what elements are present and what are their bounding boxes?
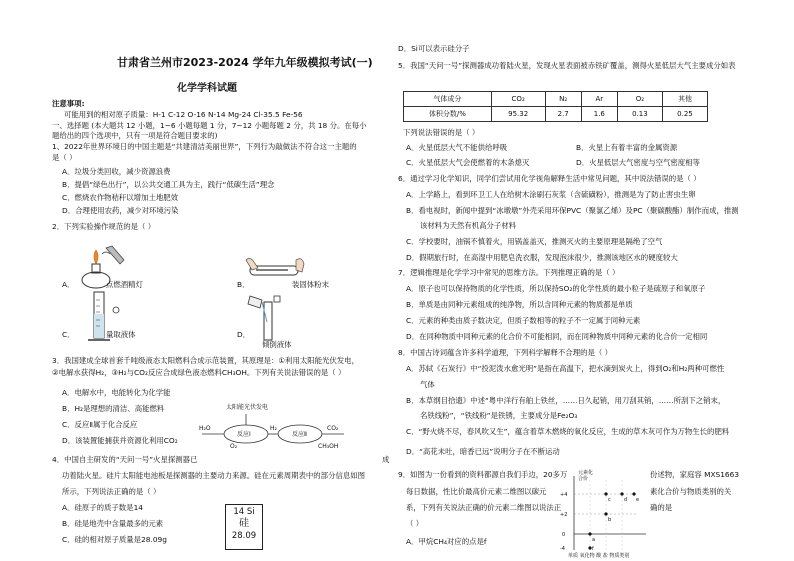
q2-option-a-label: 点燃酒精灯 (106, 280, 143, 289)
q5-option-b: B．火星上有着丰富的金属资源 (576, 143, 678, 152)
graph-ytick: +4 (560, 492, 568, 498)
table-cell: 体积分数/% (404, 107, 492, 122)
q8-stem: 8．中国古诗词蕴含许多科学道理，下列科学解释不合理的是（ ） (398, 348, 612, 357)
q7-option-d: D．在同种物质中同种元素的化合价不可能相同，而在同种物质中同种元素的化合价一定相同 (406, 332, 708, 341)
table-cell: O₂ (617, 92, 662, 107)
q4-stem-end: 成 (382, 455, 390, 464)
q8-option-a: A．苏轼《石炭行》中“投泥泼水愈光明”是指在高温下，把水滴到炭火上，得到O₂和H₂两种可燃性 (406, 364, 725, 373)
table-row (404, 107, 708, 122)
q7-option-c: C．元素的种类由质子数决定，但质子数相等的粒子不一定属于同种元素 (406, 316, 641, 325)
diagram-reaction-2: 反应Ⅱ (292, 431, 307, 438)
q4-stem: 4．中国自主研发的“天问一号”火星探测器已 (52, 455, 198, 464)
silicon-atomic-number: 14 (233, 507, 245, 517)
graph-ytick: -4 (560, 546, 565, 552)
diagram-o2-label: O₂ (230, 443, 238, 450)
silicon-element-cell (225, 504, 263, 550)
q2-option-b-label: 装固体粉末 (292, 280, 329, 289)
q2-option-d-label: 倾倒液体 (262, 340, 292, 349)
q1-stem: 1、2022年世界环境日的中国主题是“共建清洁美丽世界”，下列行为敲做法不符合这一主题的 (52, 142, 357, 151)
q6-option-b-cont: 该材料为天然有机高分子材料 (420, 221, 517, 230)
q9-stem: 9．如图为一份看到的资料都源自我们手边，20多万 (398, 470, 568, 479)
q2-option-d-letter: D． (237, 330, 251, 339)
q1-option-a: A．垃圾分类回收，减少资源浪费 (62, 167, 171, 176)
atmosphere-table (403, 91, 708, 122)
table-cell: 0.13 (617, 107, 662, 122)
table-cell: 95.32 (491, 107, 545, 122)
q8-option-b: B．本草纲目拾遗》中述“粤中洋行有舶上铁丝，……日久起销，用刀刮其销，……所刮下之销末， (406, 396, 726, 405)
diagram-co2-label: CO₂ (327, 425, 339, 432)
q1-option-b: B．提倡“绿色出行”，以公共交通工具为主，践行“低碳生活”理念 (62, 180, 275, 189)
diagram-solar-label: 太阳能光伏发电 (226, 404, 269, 411)
q5-stem: 5．我国“天问一号”探测器成功着陆火星，发现火星表面被赤铁矿覆盖，测得火星低层大气主要成分如表 (398, 61, 736, 70)
q6-option-c: C．学校要时，油锅不慎着火，用锅盖盖灭，推测灭火的主要原理是隔绝了空气 (406, 237, 663, 246)
diagram-ch3oh-label: CH₃OH (318, 443, 339, 450)
table-cell: N₂ (545, 92, 581, 107)
graph-xlabel: 单质 氧化物 酸 盐 物质类别 (568, 553, 630, 559)
table-cell: 2.7 (545, 107, 581, 122)
q3-option-b: B．H₂是理想的清洁、高能燃料 (62, 404, 165, 413)
q4-option-c: C．硅的相对原子质量是28.09g (62, 535, 167, 544)
q2-stem: 2．下列实验操作规范的是（ ） (52, 222, 156, 231)
table-header-row (404, 92, 708, 107)
graph-point-label: a (592, 537, 596, 543)
q9-answer-bracket: （ ） (406, 519, 424, 528)
q8-option-a-cont: 气体 (420, 380, 435, 389)
graph-point-label: f (592, 546, 594, 552)
graph-point-label: e (636, 497, 640, 503)
q3-option-a: A．电解水中，电能转化为化学能 (62, 388, 171, 397)
q9-stem-cont: 每日数据，性比价最高价元素二维图以碳元 (406, 487, 547, 496)
table-cell: CO₂ (491, 92, 545, 107)
q7-option-a: A．原子也可以保持物质的化学性质，所以保持SO₂的化学性质的最小粒子是硫原子和氧原子 (406, 284, 706, 293)
q9-stem-right-cont: 素化合价与物质类别的关 (650, 487, 732, 496)
graph-ylabel: 元素化 (578, 470, 594, 476)
q1-option-d: D．合理使用农药，减少对环境污染 (62, 206, 179, 215)
q4-stem-cont: 功着陆火星。硅片太阳能电池板是探测器的主要动力来源。硅在元素周期表中的部分信息如图 (62, 471, 366, 480)
table-cell: 0.25 (662, 107, 707, 122)
q5-option-a: A．火星低层大气不能供给呼吸 (406, 143, 508, 152)
q8-option-d: D．“高花未吐，暗香已远”说明分子在不断运动 (406, 447, 560, 456)
q6-option-d: D．假期旅行时，在高湿中用肥皂洗衣服，发现泡沫很少，推测该地区水的硬度较大 (406, 253, 678, 262)
page-subtitle: 化学学科试题 (177, 83, 237, 94)
graph-point-label: c (608, 497, 611, 503)
diagram-reaction-1: 反应Ⅰ (237, 431, 251, 438)
q3-stem: 3．我国建成全球首套千吨级液态太阳燃料合成示范装置，其原理是：①利用太阳能光伏发电， (52, 356, 359, 365)
q9-stem-cont2: 系，下列有关说法正确的价元素二维图以说法正 (406, 503, 562, 512)
pouring-liquid-figure (244, 294, 288, 344)
valence-class-graph (558, 470, 650, 560)
table-cell: 其他 (662, 92, 707, 107)
q9-option-a: A．甲烷CH₄对应的点是f (406, 537, 487, 546)
atomic-masses: 可能用到的相对原子质量：H-1 C-12 O-16 N-14 Mg-24 Cl-35.5 Fe-56 (64, 110, 303, 119)
q5-option-c: C．火星低层大气会使燃着的木条熄灭 (406, 158, 530, 167)
graph-point-label: b (608, 517, 612, 523)
graph-point-label: d (624, 497, 628, 503)
q3-option-d: D．该装置能捕获并资源化利用CO₂ (62, 436, 178, 445)
q7-stem: 7．逻辑推理是化学学习中常见的思维方法。下列推理正确的是（ ） (398, 268, 620, 277)
q4-option-a: A．硅原子的质子数是14 (62, 503, 143, 512)
graph-ytick: +2 (560, 512, 568, 518)
q5-stem-cont: 下列说法错误的是（ ） (403, 128, 480, 137)
q9-stem-right-cont2: 确的是 (650, 503, 673, 512)
table-cell: 1.6 (581, 107, 617, 122)
diagram-h2o-label: H₂O (199, 425, 211, 432)
q4-stem-cont2: 所示，下列说法正确的是（ ） (62, 487, 161, 496)
q3-option-c: C．反应Ⅱ属于化合反应 (62, 420, 138, 429)
q2-option-c-letter: C． (62, 330, 75, 339)
table-cell: 气体成分 (404, 92, 492, 107)
q6-option-b: B．看电视时，新闻中提到“冰墩墩”外壳采用环保PVC（聚氯乙烯）及PC（聚碳酸酯）制作而成，推测 (406, 206, 739, 215)
silicon-name: 硅 (239, 518, 249, 529)
silicon-symbol: Si (246, 507, 255, 517)
graph-ylabel-cont: 合价 (578, 476, 589, 482)
q9-stem-right: 份述物，家庭容 MXS1663 (650, 470, 740, 479)
q6-stem: 6．通过学习化学知识，同学们尝试用化学视角解释生活中常见问题，其中说法错误的是（ ） (398, 174, 701, 183)
q1-stem-cont: 是（ ） (52, 153, 77, 162)
q8-option-c: C．“野火烧不尽，春风吹又生”，蕴含着草木燃烧的氧化反应，生成的草木灰可作为万物生长的肥料 (406, 427, 730, 436)
q7-option-b: B．单质是由同种元素组成的纯净物，所以含同种元素的物质都是单质 (406, 300, 633, 309)
notes-heading: 注意事项: (52, 99, 85, 108)
q8-option-b-cont: 名铁线粉”，“铁线粉”是铁锈，主要成分是Fe₂O₃ (420, 411, 578, 420)
silicon-mass: 28.09 (231, 531, 257, 541)
page-title: 甘肃省兰州市2023-2024 学年九年级模拟考试(一) (117, 56, 373, 69)
section1-instructions: 一、选择题 (本大题共 12 小题，1~6 小题每题 1 分，7~12 小题每题 2 分，共 18 分。在每小 (52, 121, 367, 130)
q1-option-c: C．燃烧农作物秸秆以增加土地肥效 (62, 193, 179, 202)
q4-option-b: B．硅是地壳中含量最多的元素 (62, 519, 164, 528)
q6-option-a: A．上学路上，看到环卫工人在给树木涂刷石灰浆（含硫磺粉），推测是为了防止害虫生卵 (406, 190, 696, 199)
q2-option-a-letter: A． (62, 280, 75, 289)
graph-ytick: 0 (562, 532, 566, 538)
table-cell: Ar (581, 92, 617, 107)
q5-option-d: D．火星低层大气密度与空气密度相等 (576, 158, 700, 167)
section1-instructions-cont: 题给出的四个选项中，只有一项是符合题目要求的) (52, 131, 218, 140)
q3-stem-cont: ②电解水获得H₂，③H₂与CO₂反应合成绿色液态燃料CH₃OH。下列有关说法错误的是（ ） (52, 368, 346, 377)
q2-option-b-letter: B． (237, 280, 250, 289)
q2-option-c-label: 量取液体 (106, 330, 136, 339)
diagram-h2-label: H₂ (270, 425, 277, 432)
q4-option-d: D．Si可以表示硅分子 (398, 44, 470, 53)
